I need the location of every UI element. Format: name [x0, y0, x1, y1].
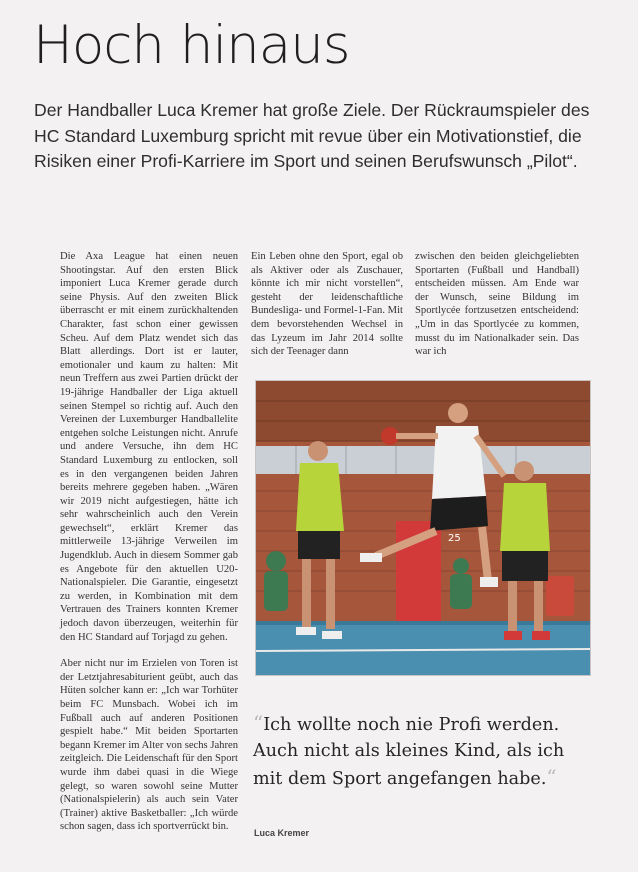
quote-close-mark: “ — [546, 765, 557, 789]
quote-open-mark: “ — [253, 711, 264, 735]
headline: Hoch hinaus — [33, 15, 350, 76]
column-1-paragraph-1: Die Axa League hat einen neuen Shootingstar. Auf den ersten Blick imponiert Luca Kremer gerade durch seine Physis. Auf den zweiten Blick überrascht er mit einem zurückhaltenden Charakter, fast schon einer gewissen Scheu. Auf dem Platz wendet sich das Blatt allerdings. Dort ist er lauter, emotionaler und kaum zu halten: Mit neun Treffern aus zwei Partien drückt der 19-jährige Handballer der Liga aktuell seinen Stempel so richtig auf. Auch den Vereinen der Luxemburger Handballelite entgehen solche Leistungen nicht. Anrufe und andere Versuche, ihn dem HC Standard Luxemburg zu entlocken, soll es in den vergangenen beiden Jahren bereits mehrere gegeben haben. „Wären wir 2019 nicht aufgestiegen, hätte ich sehr wahrscheinlich auch den Verein gewechselt“, erklärt Kremer das mittlerweile 13-jährige Verweilen im Jugendklub. Auch in diesem Sommer gab es Angebote für den aktuellen U20-Nationalspieler. Die Garantie, eingesetzt zu werden, in Kombination mit dem Vertrauen des Trainers konnten Kremer jedoch davon überzeugen, weiterhin für den HC Standard auf Torjagd zu gehen. — [60, 251, 238, 643]
text-column-2 — [251, 250, 403, 359]
column-2-paragraph: Ein Leben ohne den Sport, egal ob als Aktiver oder als Zuschauer, könnte ich mir nicht vorstellen“, gesteht der leidenschaftliche Bundesliga- und Formel-1-Fan. Mit dem bevorstehenden Wechsel in das Lyzeum im Jahr 2014 sollte sich der Teenager dann — [251, 251, 403, 358]
jersey-number: 25 — [448, 533, 461, 544]
text-column-3 — [415, 250, 579, 359]
column-3-paragraph: zwischen den beiden gleichgeliebten Sportarten (Fußball und Handball) entscheiden müssen. Am Ende war der Wunsch, seine Bildung im Sportlycée fortzusetzen entscheidend: „Um in das Sportlycée zu kommen, musst du im Nationalkader sein. Das war ich — [415, 251, 579, 358]
quote-author: Luca Kremer — [254, 828, 310, 838]
pull-quote-text: Ich wollte noch nie Profi werden. Auch nicht als kleines Kind, als ich mit dem Sport angefangen habe. — [253, 715, 565, 789]
lede-paragraph: Der Handballer Luca Kremer hat große Ziele. Der Rückraumspieler des HC Standard Luxemburg spricht mit revue über ein Motivationstief, die Risiken einer Profi-Karriere im Sport und seinen Berufswunsch „Pilot“. — [34, 100, 590, 171]
pull-quote — [253, 710, 593, 792]
text-column-1 — [60, 250, 238, 834]
column-1-paragraph-2: Aber nicht nur im Erzielen von Toren ist der Letztjahresabiturient geübt, auch das Hüten solcher kann er: „Ich war Torhüter beim FC Munsbach. Wobei ich im Fußball auch auf anderen Positionen gespielt habe.“ Mit beiden Sportarten begann Kremer im Alter von sechs Jahren zeitgleich. Die Leidenschaft für den Sport wurde ihm dabei quasi in die Wiege gelegt, so waren sowohl seine Mutter (Nationalspielerin) als auch sein Vater (Trainer) aktive Basketballer: „Ich würde schon sagen, dass ich sportverrückt bin. — [60, 658, 238, 833]
photo-illustration — [256, 381, 590, 675]
handball-action-photo — [255, 380, 591, 676]
